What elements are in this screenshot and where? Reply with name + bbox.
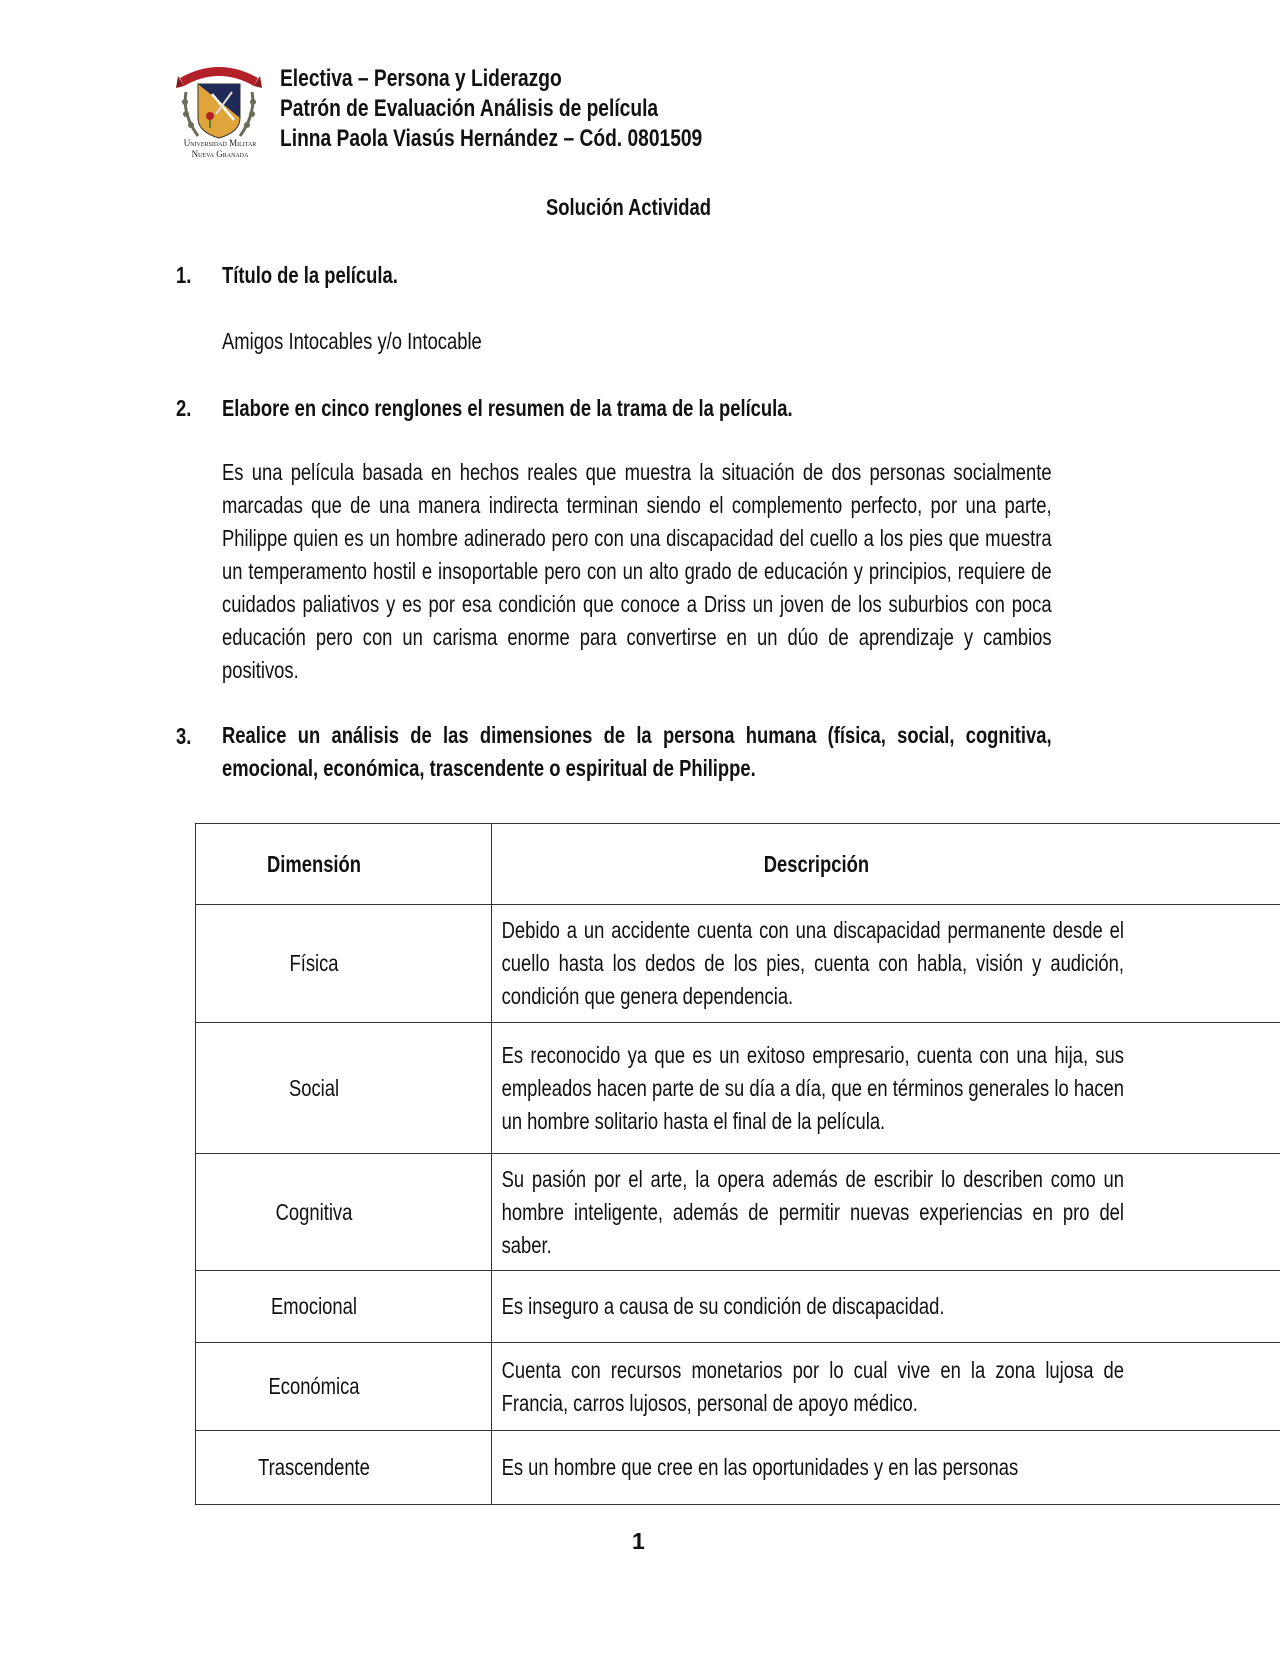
university-name: Universidad Militar Nueva Granada bbox=[183, 138, 257, 159]
document-subtitle: Patrón de Evaluación Análisis de película bbox=[280, 95, 659, 122]
dimension-description: Es reconocido ya que es un exitoso empresario, cuenta con una hija, sus empleados hacen parte de su día a día, que en términos generales lo hacen un hombre solitario hasta el final de la película. bbox=[501, 1041, 1125, 1134]
table-row bbox=[196, 1271, 1280, 1343]
table-row bbox=[196, 1154, 1280, 1271]
answer-paragraph: Es una película basada en hechos reales que muestra la situación de dos personas socialmente marcadas que de una manera indirecta terminan siendo el complemento perfecto, por una parte, Philippe quien es un hombre adinerado pero con una discapacidad del cuello a los pies que muestra un temperamento hostil e insoportable pero con un alto grado de educación y principios, requiere de cuidados paliativos y es por esa condición que conoce a Driss un joven de los suburbios con poca educación pero con un carisma enorme para convertirse en un dúo de aprendizaje y cambios positivos. bbox=[222, 459, 1052, 683]
table-row bbox=[196, 905, 1280, 1023]
page-title: Solución Actividad bbox=[546, 194, 711, 220]
dimension-name: Emocional bbox=[271, 1293, 357, 1319]
dimension-name: Trascendente bbox=[258, 1454, 370, 1480]
course-name: Electiva – Persona y Liderazgo bbox=[280, 65, 562, 92]
dimension-description: Es inseguro a causa de su condición de discapacidad. bbox=[501, 1293, 945, 1319]
dimensions-table bbox=[195, 823, 1280, 1505]
table-row bbox=[196, 1023, 1280, 1154]
dimension-name: Cognitiva bbox=[275, 1198, 353, 1225]
table-header-row bbox=[196, 824, 1280, 905]
dimension-description: Es un hombre que cree en las oportunidades y en las personas bbox=[501, 1454, 1019, 1480]
table-row bbox=[196, 1343, 1280, 1431]
university-logo bbox=[176, 58, 262, 162]
dimension-description: Cuenta con recursos monetarios por lo cual vive en la zona lujosa de Francia, carros lujosos, personal de apoyo médico. bbox=[501, 1356, 1125, 1416]
question-number: 2. bbox=[176, 395, 192, 421]
header-cell: Descripción bbox=[492, 824, 1280, 905]
question-number: 1. bbox=[176, 262, 192, 288]
table-row bbox=[196, 1431, 1280, 1505]
dimension-name: Económica bbox=[268, 1373, 360, 1399]
question-text: Realice un análisis de las dimensiones de la persona humana (física, social, cognitiva, emocional, económica, trascendente o espiritual de Philippe. bbox=[222, 722, 1052, 781]
page-number: 1 bbox=[632, 1528, 645, 1554]
header-cell: Dimensión bbox=[196, 824, 492, 905]
dimension-name: Física bbox=[289, 950, 339, 976]
dimension-description: Su pasión por el arte, la opera además de escribir lo describen como un hombre inteligente, además de permitir nuevas experiencias en pro del saber. bbox=[501, 1165, 1125, 1258]
dimension-description: Debido a un accidente cuenta con una discapacidad permanente desde el cuello hasta los dedos de los pies, cuenta con habla, visión y audición, condición que genera dependencia. bbox=[501, 917, 1125, 1009]
answer-text: Amigos Intocables y/o Intocable bbox=[222, 328, 482, 354]
dimension-name: Social bbox=[288, 1074, 340, 1101]
author-line: Linna Paola Viasús Hernández – Cód. 0801509 bbox=[280, 125, 703, 152]
question-text: Elabore en cinco renglones el resumen de la trama de la película. bbox=[222, 395, 793, 421]
question-text: Título de la película. bbox=[222, 262, 398, 288]
question-number: 3. bbox=[176, 723, 192, 749]
